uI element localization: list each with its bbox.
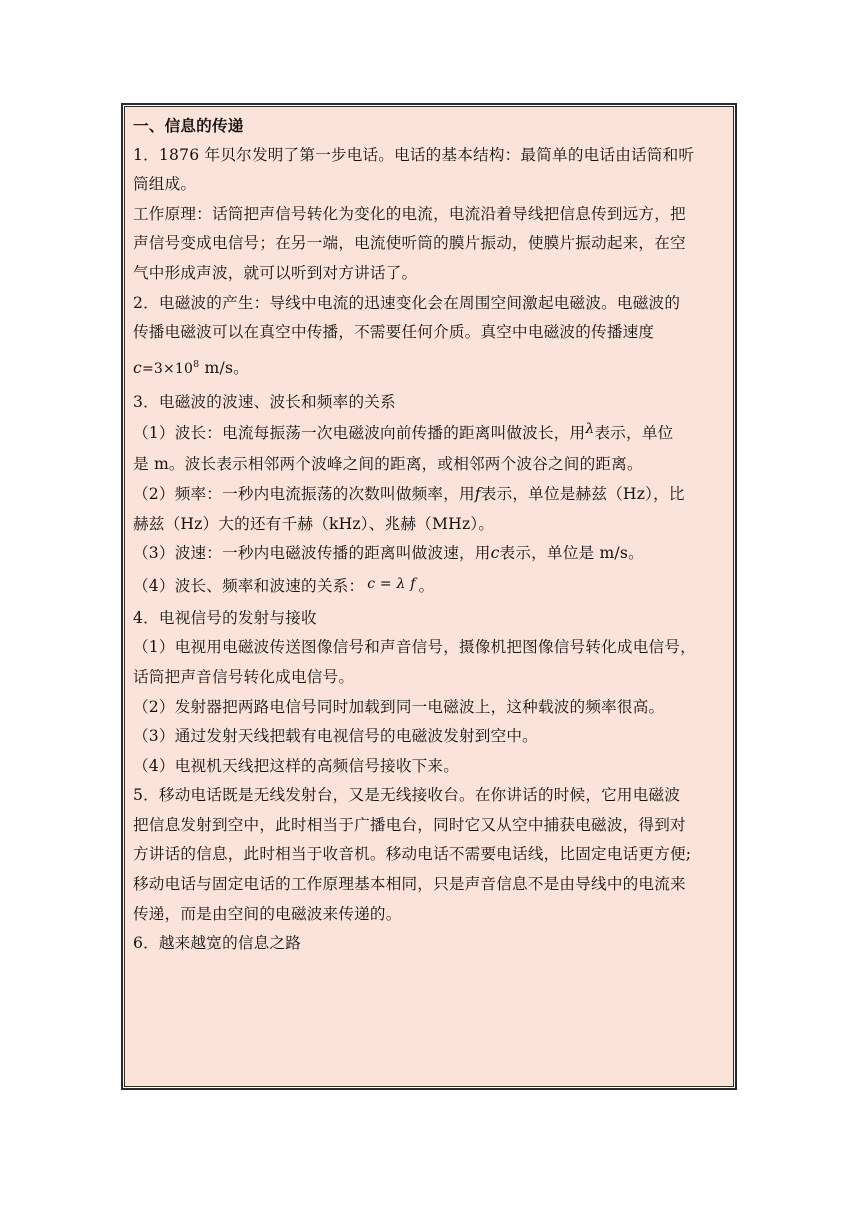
paragraph-line: 工作原理：话筒把声信号转化为变化的电流，电流沿着导线把信息传到远方，把 [133, 204, 686, 223]
paragraph-line: 1．1876 年贝尔发明了第一步电话。电话的基本结构：最简单的电话由话筒和听 [133, 145, 695, 164]
frequency-symbol: f [474, 484, 481, 503]
paragraph-line: 5．移动电话既是无线发射台，又是无线接收台。在你讲话的时候，它用电磁波 [133, 786, 681, 805]
speed-unit: m/s。 [199, 358, 249, 377]
wavelength-text: （1）波长：电流每振荡一次电磁波向前传播的距离叫做波长，用 [133, 424, 586, 443]
paragraph-line: （1）电视用电磁波传送图像信号和声音信号，摄像机把图像信号转化成电信号， [133, 638, 696, 657]
content-box [121, 103, 737, 1090]
wavelength-text-end: 表示，单位 [594, 424, 674, 443]
wavelength-line [133, 417, 727, 450]
relation-text: （4）波长、频率和波速的关系： [133, 576, 365, 595]
frequency-text-end: 表示，单位是赫兹（Hz），比 [480, 484, 685, 503]
paragraph-line: （4）电视机天线把这样的高频信号接收下来。 [133, 756, 459, 775]
frequency-line [133, 480, 727, 510]
paragraph-line: （2）发射器把两路电信号同时加载到同一电磁波上，这种载波的频率很高。 [133, 697, 665, 716]
paragraph-line: 气中形成声波，就可以听到对方讲话了。 [133, 263, 418, 282]
speed-formula-line [133, 348, 727, 386]
paragraph-line: 筒组成。 [133, 175, 197, 194]
frequency-text: （2）频率：一秒内电流振荡的次数叫做频率，用 [133, 484, 475, 503]
relation-text-end: 。 [418, 576, 435, 595]
wave-speed-line [133, 539, 727, 569]
relation-formula: c = λ f [367, 575, 416, 592]
paragraph-line: 3．电磁波的波速、波长和频率的关系 [133, 392, 396, 411]
paragraph-line: 赫兹（Hz）大的还有千赫（kHz）、兆赫（MHz）。 [133, 514, 495, 533]
relation-line [133, 569, 727, 604]
paragraph-line: 传递，而是由空间的电磁波来传递的。 [133, 904, 402, 923]
paragraph-line: 6．越来越宽的信息之路 [133, 934, 302, 953]
speed-exponent: 8 [193, 358, 200, 370]
paragraph-line: 移动电话与固定电话的工作原理基本相同，只是声音信息不是由导线中的电流来 [133, 875, 686, 894]
paragraph-line: 4．电视信号的发射与接收 [133, 608, 317, 627]
paragraph-line: 声信号变成电信号；在另一端，电流使听筒的膜片振动，使膜片振动起来，在空 [133, 234, 686, 253]
speed-variable: c [133, 358, 142, 377]
paragraph-line: 话筒把声音信号转化成电信号。 [133, 667, 355, 686]
paragraph-line: （3）通过发射天线把载有电视信号的电磁波发射到空中。 [133, 727, 538, 746]
section-heading: 一、信息的传递 [133, 116, 244, 135]
wave-speed-symbol: c [490, 544, 500, 563]
paragraph-line: 传播电磁波可以在真空中传播，不需要任何介质。真空中电磁波的传播速度 [133, 323, 655, 342]
paragraph-line: 把信息发射到空中，此时相当于广播电台，同时它又从空中捕获电磁波，得到对 [133, 815, 686, 834]
lambda-symbol: λ [585, 421, 595, 438]
wave-speed-text-end: 表示，单位是 m/s。 [499, 544, 644, 563]
wave-speed-text: （3）波速：一秒内电磁波传播的距离叫做波速，用 [133, 544, 491, 563]
paragraph-line: 2．电磁波的产生：导线中电流的迅速变化会在周围空间激起电磁波。电磁波的 [133, 293, 681, 312]
paragraph-line: 是 m。波长表示相邻两个波峰之间的距离，或相邻两个波谷之间的距离。 [133, 455, 643, 474]
paragraph-line: 方讲话的信息，此时相当于收音机。移动电话不需要电话线，比固定电话更方便; [133, 845, 692, 864]
speed-value: =3×10 [141, 360, 194, 377]
